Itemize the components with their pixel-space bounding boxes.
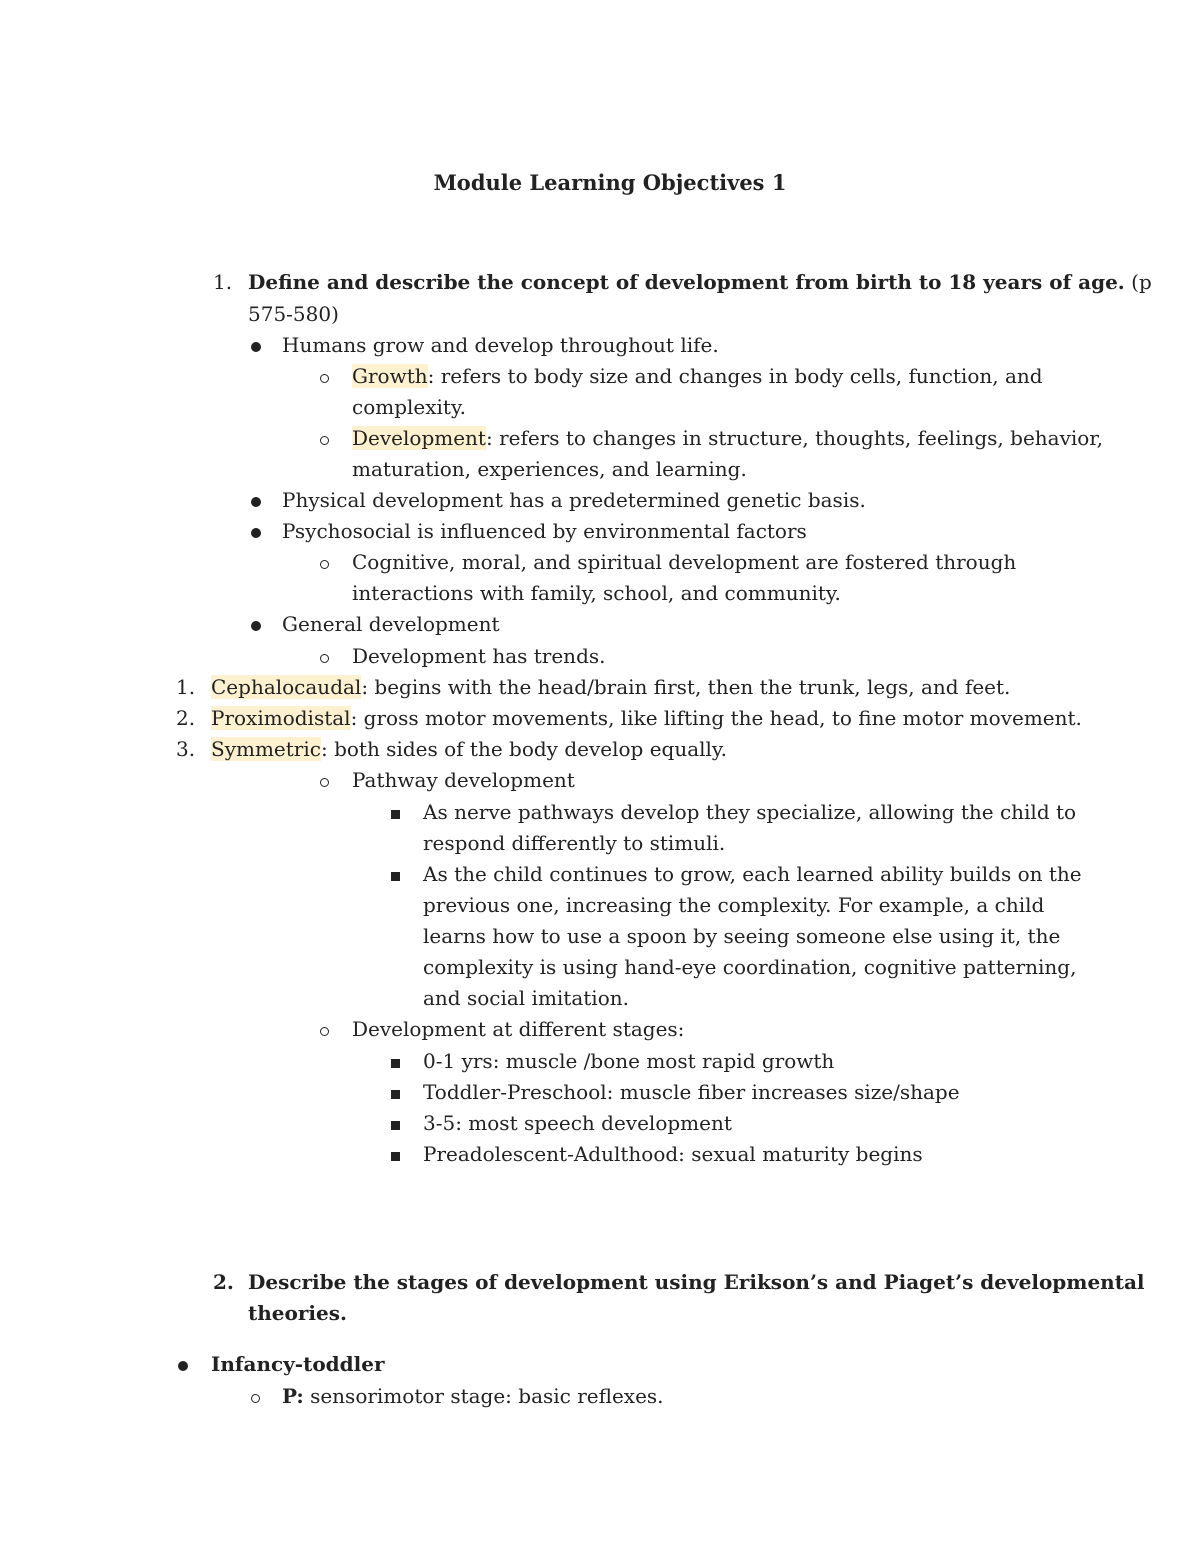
bullet-dot-icon: [251, 528, 261, 538]
objective-2-heading: Describe the stages of development using Erikson’s and Piaget’s developmental: [248, 1270, 1145, 1294]
development-rest: : refers to changes in structure, thoughts, feelings, behavior,: [485, 426, 1104, 450]
trend-text: : both sides of the body develop equally.: [320, 737, 727, 761]
bullet-psychosocial: Psychosocial is influenced by environmental factors: [282, 519, 807, 543]
piaget-label: P:: [282, 1384, 304, 1408]
stage-item: 3-5: most speech development: [423, 1111, 732, 1135]
objective-1-pages-end: 575-580): [248, 302, 339, 326]
trend-cephalocaudal: [211, 673, 1010, 701]
development-term: Development: [352, 426, 486, 450]
objective-1-heading-text: Define and describe the concept of development from birth to 18 years of age.: [248, 270, 1125, 294]
infancy-title: Infancy-toddler: [211, 1352, 385, 1376]
bullet-circle-icon: [320, 1027, 329, 1036]
growth-term: Growth: [352, 364, 428, 388]
trend-number: 2.: [176, 706, 196, 730]
pathway-item-1: As nerve pathways develop they specialize, allowing the child to: [423, 800, 1077, 824]
growth-definition: [352, 362, 1043, 390]
bullet-dot-icon: [251, 342, 261, 352]
psychosocial-sub-1: Cognitive, moral, and spiritual development are fostered through: [352, 550, 1017, 574]
pathway-item-1-cont: respond differently to stimuli.: [423, 831, 726, 855]
stage-item: 0-1 yrs: muscle /bone most rapid growth: [423, 1049, 835, 1073]
piaget-text: sensorimotor stage: basic reflexes.: [303, 1384, 664, 1408]
bullet-circle-icon: [320, 654, 329, 663]
bullet-general: General development: [282, 612, 500, 636]
pathway-item-2-cont: learns how to use a spoon by seeing someone else using it, the: [423, 924, 1061, 948]
objective-2-number: 2.: [213, 1270, 234, 1294]
growth-rest: : refers to body size and changes in body cells, function, and: [427, 364, 1043, 388]
general-trends: Development has trends.: [352, 644, 606, 668]
pathway-item-2-cont: complexity is using hand-eye coordination, cognitive patterning,: [423, 955, 1077, 979]
bullet-physical: Physical development has a predetermined genetic basis.: [282, 488, 866, 512]
bullet-square-icon: [391, 872, 400, 881]
bullet-dot-icon: [251, 497, 261, 507]
trend-term: Proximodistal: [211, 706, 351, 730]
bullet-circle-icon: [251, 1394, 260, 1403]
bullet-dot-icon: [178, 1361, 188, 1371]
objective-1-heading: [248, 268, 1152, 296]
bullet-square-icon: [391, 810, 400, 819]
bullet-humans: Humans grow and develop throughout life.: [282, 333, 719, 357]
page-title: Module Learning Objectives 1: [433, 170, 787, 195]
pathway-item-2: As the child continues to grow, each learned ability builds on the: [423, 862, 1082, 886]
stages-title: Development at different stages:: [352, 1017, 685, 1041]
bullet-circle-icon: [320, 436, 329, 445]
growth-cont: complexity.: [352, 395, 466, 419]
stage-item: Preadolescent-Adulthood: sexual maturity begins: [423, 1142, 923, 1166]
bullet-square-icon: [391, 1121, 400, 1130]
trend-term: Symmetric: [211, 737, 321, 761]
bullet-circle-icon: [320, 778, 329, 787]
bullet-square-icon: [391, 1059, 400, 1068]
trend-number: 3.: [176, 737, 196, 761]
development-cont: maturation, experiences, and learning.: [352, 457, 747, 481]
psychosocial-sub-2: interactions with family, school, and community.: [352, 581, 841, 605]
development-definition: [352, 424, 1103, 452]
trend-term: Cephalocaudal: [211, 675, 362, 699]
bullet-square-icon: [391, 1090, 400, 1099]
trend-text: : begins with the head/brain first, then the trunk, legs, and feet.: [361, 675, 1011, 699]
pathway-title: Pathway development: [352, 768, 575, 792]
trend-number: 1.: [176, 675, 196, 699]
trend-text: : gross motor movements, like lifting the head, to fine motor movement.: [350, 706, 1082, 730]
bullet-dot-icon: [251, 621, 261, 631]
bullet-square-icon: [391, 1152, 400, 1161]
stage-item: Toddler-Preschool: muscle fiber increases size/shape: [423, 1080, 960, 1104]
infancy-piaget: [282, 1382, 664, 1410]
objective-1-number: 1.: [213, 270, 233, 294]
bullet-circle-icon: [320, 560, 329, 569]
objective-1-pages-start: (p: [1124, 270, 1152, 294]
objective-2-heading-cont: theories.: [248, 1301, 347, 1325]
pathway-item-2-cont: and social imitation.: [423, 986, 629, 1010]
trend-symmetric: [211, 735, 727, 763]
trend-proximodistal: [211, 704, 1082, 732]
bullet-circle-icon: [320, 374, 329, 383]
pathway-item-2-cont: previous one, increasing the complexity. For example, a child: [423, 893, 1045, 917]
